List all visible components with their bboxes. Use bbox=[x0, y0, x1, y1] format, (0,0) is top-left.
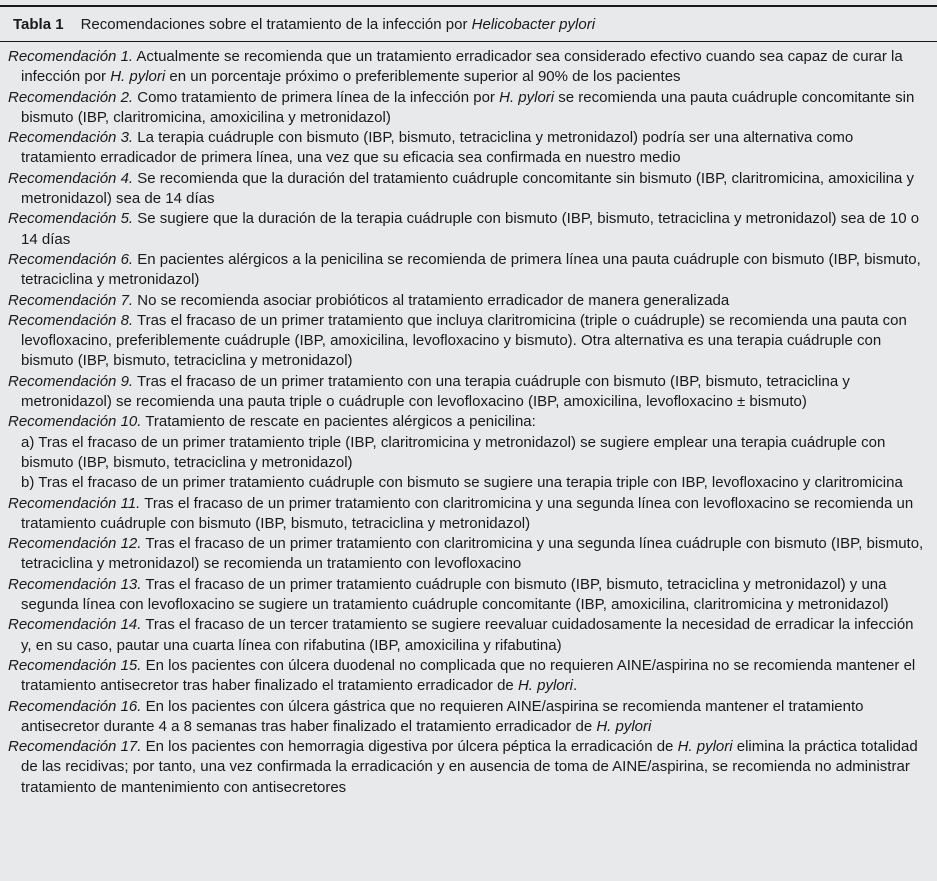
text-segment: Tras el fracaso de un primer tratamiento con una terapia cuádruple con bismuto (IBP, bismuto, tetraciclina y metronidazol) se recomienda una pauta triple o cuádruple con levofloxacino (IBP, amoxicilina, levofloxacino ± bismuto) bbox=[21, 372, 850, 411]
text-segment: Helicobacter pylori bbox=[471, 16, 596, 33]
text-segment: a) Tras el fracaso de un primer tratamiento triple (IBP, claritromicina y metronidazol) se sugiere emplear una terapia cuádruple con bismuto (IBP, bismuto, tetraciclina y metronidazol) bbox=[21, 433, 886, 471]
text-segment: H. pylori bbox=[517, 677, 573, 695]
text-segment: Se sugiere que la duración de la terapia cuádruple con bismuto (IBP, bismuto, tetraciclina y metronidazol) sea de 10 o 14 días bbox=[21, 210, 920, 248]
recommendation-item bbox=[8, 169, 927, 210]
text-segment: La terapia cuádruple con bismuto (IBP, bismuto, tetraciclina y metronidazol) podría ser una alternativa como tratamiento erradicador de primera línea, una vez que su eficacia sea confirmada en nuestro medio bbox=[21, 129, 854, 167]
recommendation-sub-item bbox=[21, 473, 927, 493]
recommendation-item bbox=[8, 534, 927, 575]
text-segment: Tras el fracaso de un primer tratamiento con claritromicina y una segunda línea con levofloxacino se recomienda un tratamiento cuádruple con bismuto (IBP, bismuto, tetraciclina y metronidazol) bbox=[21, 494, 914, 532]
text-segment: Recomendación 7. bbox=[8, 291, 134, 309]
text-segment: Tras el fracaso de un primer tratamiento cuádruple con bismuto (IBP, bismuto, tetraciclina y metronidazol) y una segunda línea con levofloxacino se sugiere un tratamiento cuádruple concomitante (IBP, amoxicilina, claritromicina y metronidazol) bbox=[21, 575, 889, 614]
recommendation-item bbox=[8, 697, 927, 738]
text-segment: Recomendación 11. bbox=[8, 494, 141, 512]
text-segment: Actualmente se recomienda que un tratamiento erradicador sea considerado efectivo cuando sea capaz de curar la infección por bbox=[21, 48, 903, 86]
recommendation-item bbox=[8, 88, 927, 129]
text-segment: . bbox=[572, 677, 578, 695]
text-segment: Recomendación 4. bbox=[8, 169, 134, 187]
text-segment: elimina la práctica totalidad de las recidivas; por tanto, una vez confirmada la erradicación y en ausencia de toma de AINE/aspirina, se recomienda no administrar tratamiento de mantenimiento con antisecretores bbox=[21, 738, 918, 796]
recommendation-item bbox=[8, 656, 927, 697]
recommendation-item bbox=[8, 311, 927, 372]
text-segment: H. pylori bbox=[110, 68, 166, 86]
table-title bbox=[81, 16, 595, 33]
text-segment: En los pacientes con úlcera gástrica que no requieren AINE/aspirina se recomienda mantener el tratamiento antisecretor durante 4 a 8 semanas tras haber finalizado el tratamiento erradicador de bbox=[21, 697, 864, 735]
recommendation-item bbox=[8, 209, 927, 250]
recommendation-item bbox=[8, 128, 927, 169]
text-segment: Recomendación 13. bbox=[8, 575, 142, 593]
text-segment: Como tratamiento de primera línea de la infección por bbox=[133, 88, 500, 106]
text-segment: Recomendación 6. bbox=[8, 250, 134, 268]
recommendations-list bbox=[0, 42, 937, 798]
text-segment: Recomendaciones sobre el tratamiento de la infección por bbox=[80, 16, 472, 33]
recommendation-item bbox=[8, 47, 927, 88]
text-segment: Recomendación 16. bbox=[8, 697, 142, 715]
text-segment: Recomendación 12. bbox=[8, 535, 142, 553]
text-segment: Recomendación 5. bbox=[8, 210, 134, 228]
text-segment: Tras el fracaso de un tercer tratamiento se sugiere reevaluar cuidadosamente la necesidad de erradicar la infección y, en su caso, pautar una cuarta línea con rifabutina (IBP, amoxicilina y rifabutina) bbox=[21, 616, 914, 654]
recommendation-item bbox=[8, 615, 927, 656]
text-segment: En los pacientes con hemorragia digestiva por úlcera péptica la erradicación de bbox=[141, 738, 678, 756]
text-segment: Recomendación 15. bbox=[8, 656, 142, 674]
recommendation-item bbox=[8, 250, 927, 291]
recommendation-item bbox=[8, 291, 927, 311]
text-segment: Tras el fracaso de un primer tratamiento que incluya claritromicina (triple o cuádruple) se recomienda una pauta con levofloxacino, preferiblemente cuádruple (IBP, amoxicilina, levofloxacino y bismuto). Otra alternativa es una terapia cuádruple con bismuto (IBP, bismuto, tetraciclina y metronidazol) bbox=[21, 311, 907, 370]
recommendation-item bbox=[8, 372, 927, 413]
text-segment: Tras el fracaso de un primer tratamiento con claritromicina y una segunda línea cuádruple con bismuto (IBP, bismuto, tetraciclina y metronidazol) se recomienda un tratamiento con levofloxacino bbox=[21, 535, 924, 573]
recommendation-item bbox=[8, 737, 927, 798]
text-segment: en un porcentaje próximo o preferiblemente superior al 90% de los pacientes bbox=[165, 68, 681, 86]
table-header bbox=[0, 7, 937, 41]
recommendation-item bbox=[8, 494, 927, 535]
text-segment: Recomendación 8. bbox=[8, 311, 134, 329]
text-segment: H. pylori bbox=[596, 717, 652, 735]
text-segment: Recomendación 1. bbox=[8, 48, 134, 65]
text-segment: H. pylori bbox=[677, 738, 733, 756]
recommendation-sub-item bbox=[21, 433, 927, 474]
text-segment: b) Tras el fracaso de un primer tratamiento cuádruple con bismuto se sugiere una terapia triple con IBP, levofloxacino y claritromicina bbox=[21, 474, 903, 492]
text-segment: Recomendación 10. bbox=[8, 413, 142, 431]
table-label: Tabla 1 bbox=[13, 16, 64, 33]
text-segment: No se recomienda asociar probióticos al tratamiento erradicador de manera generalizada bbox=[133, 291, 730, 309]
text-segment: Recomendación 2. bbox=[8, 88, 134, 106]
recommendation-item bbox=[8, 575, 927, 616]
text-segment: Recomendación 17. bbox=[8, 738, 142, 756]
text-segment: se recomienda una pauta cuádruple concomitante sin bismuto (IBP, claritromicina, amoxicilina y metronidazol) bbox=[21, 88, 915, 126]
text-segment: Recomendación 3. bbox=[8, 129, 134, 147]
text-segment: Recomendación 14. bbox=[8, 616, 142, 634]
text-segment: H. pylori bbox=[499, 88, 555, 106]
text-segment: Tratamiento de rescate en pacientes alérgicos a penicilina: bbox=[141, 413, 536, 431]
text-segment: Se recomienda que la duración del tratamiento cuádruple concomitante sin bismuto (IBP, claritromicina, amoxicilina y metronidazol) sea de 14 días bbox=[21, 169, 915, 208]
recommendation-item bbox=[8, 412, 927, 432]
text-segment: En los pacientes con úlcera duodenal no complicada que no requieren AINE/aspirina no se recomienda mantener el tratamiento antisecretor tras haber finalizado el tratamiento erradicador de bbox=[21, 656, 916, 695]
text-segment: Recomendación 9. bbox=[8, 372, 134, 390]
text-segment: En pacientes alérgicos a la penicilina se recomienda de primera línea una pauta cuádruple con bismuto (IBP, bismuto, tetraciclina y metronidazol) bbox=[21, 250, 921, 289]
